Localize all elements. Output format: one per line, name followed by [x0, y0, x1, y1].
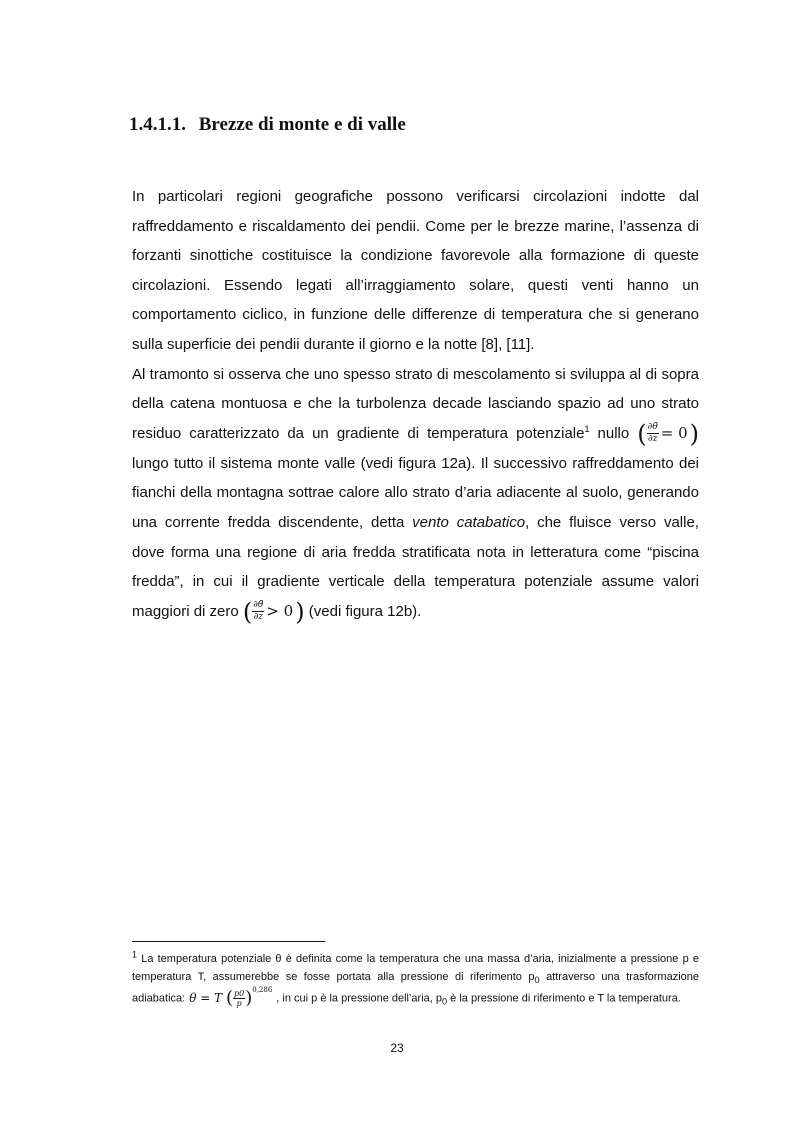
footnote: [132, 950, 699, 1011]
footnote-reference[interactable]: 1: [584, 423, 590, 434]
equation-1-numerator: ∂θ̄: [647, 422, 658, 433]
paragraph-2-part-4: , che fluisce verso valle, dove forma una regione di aria fredda stratificata nota in letteratura come “piscina fredda”, in cui il gradiente verticale della temperatura potenziale assume valori maggiori di zero: [132, 513, 699, 620]
body-text: [132, 182, 699, 627]
footnote-marker: 1: [132, 949, 138, 960]
paragraph-1: In particolari regioni geografiche possono verificarsi circolazioni indotte dal raffreddamento e riscaldamento dei pendii. Come per le brezze marine, l’assenza di forzanti sinottiche costituisce la condizione favorevole alla formazione di queste circolazioni. Essendo legati all’irraggiamento solare, questi venti hanno un comportamento ciclico, in funzione delle differenze di temperatura che si generano sulla superficie dei pendii durante il giorno e la notte [8], [11].: [132, 188, 699, 353]
page-number: 23: [390, 1041, 404, 1055]
formula-exponent: 0,286: [252, 986, 273, 995]
footnote-sub-1: 0: [442, 996, 448, 1007]
section-heading: [129, 114, 406, 136]
paragraph-2-part-3: lungo tutto il sistema monte valle (vedi figura 12a). Il successivo raffreddamento dei fianchi della montagna sottrae calore allo strato d’aria adiacente al suolo, generando una corrente fredda discendente, detta: [132, 454, 699, 531]
equation-1-denominator: ∂z: [648, 434, 658, 445]
potential-temperature-formula: θ = T ( $\frac{p0}{p}$ )$^{0,286}$: [189, 986, 273, 1009]
footnote-text-2: attraverso una trasformazione adiabatica:: [132, 971, 699, 1005]
paragraph-2: [132, 360, 699, 627]
footnote-sub-0: 0: [534, 975, 540, 986]
section-number: 1.4.1.1.: [129, 114, 186, 135]
italic-term: vento catabatico: [412, 513, 526, 531]
equation-1-relation: = 0: [660, 423, 688, 442]
formula-lhs: θ = T: [189, 991, 223, 1006]
equation-2-relation: > 0: [266, 601, 294, 620]
equation-gradient-positive: ( $\frac{\partial\thetā}{\partial z}$ > 0): [242, 597, 305, 626]
equation-gradient-zero: ( $\frac{\partial\thetā}{\partial z}$ = 0): [637, 419, 700, 448]
equation-2-numerator: ∂θ̄: [253, 600, 264, 611]
formula-numerator: p0: [234, 989, 245, 999]
paragraph-2-part-1: Al tramonto si osserva che uno spesso strato di mescolamento si sviluppa al di sopra della catena montuosa e che la turbolenza decade lasciando spazio ad uno strato residuo caratterizzato da un gradiente di temperatura potenziale: [132, 365, 699, 442]
equation-2-denominator: ∂z: [253, 612, 263, 623]
footnote-separator: [132, 941, 325, 942]
paragraph-2-part-2: nullo: [589, 424, 638, 442]
footnote-text-1: La temperatura potenziale θ è definita come la temperatura che una massa d’aria, inizialmente a pressione p e temperatura T, assumerebbe se fosse portata alla pressione di riferimento p: [132, 953, 699, 983]
footnote-text-3: , in cui p è la pressione dell’aria, p: [276, 992, 443, 1005]
paragraph-2-part-5: (vedi figura 12b).: [304, 602, 422, 620]
footnote-text-4: è la pressione di riferimento e T la temperatura.: [447, 992, 681, 1005]
section-title: Brezze di monte e di valle: [198, 114, 406, 135]
formula-denominator: p: [236, 999, 242, 1009]
